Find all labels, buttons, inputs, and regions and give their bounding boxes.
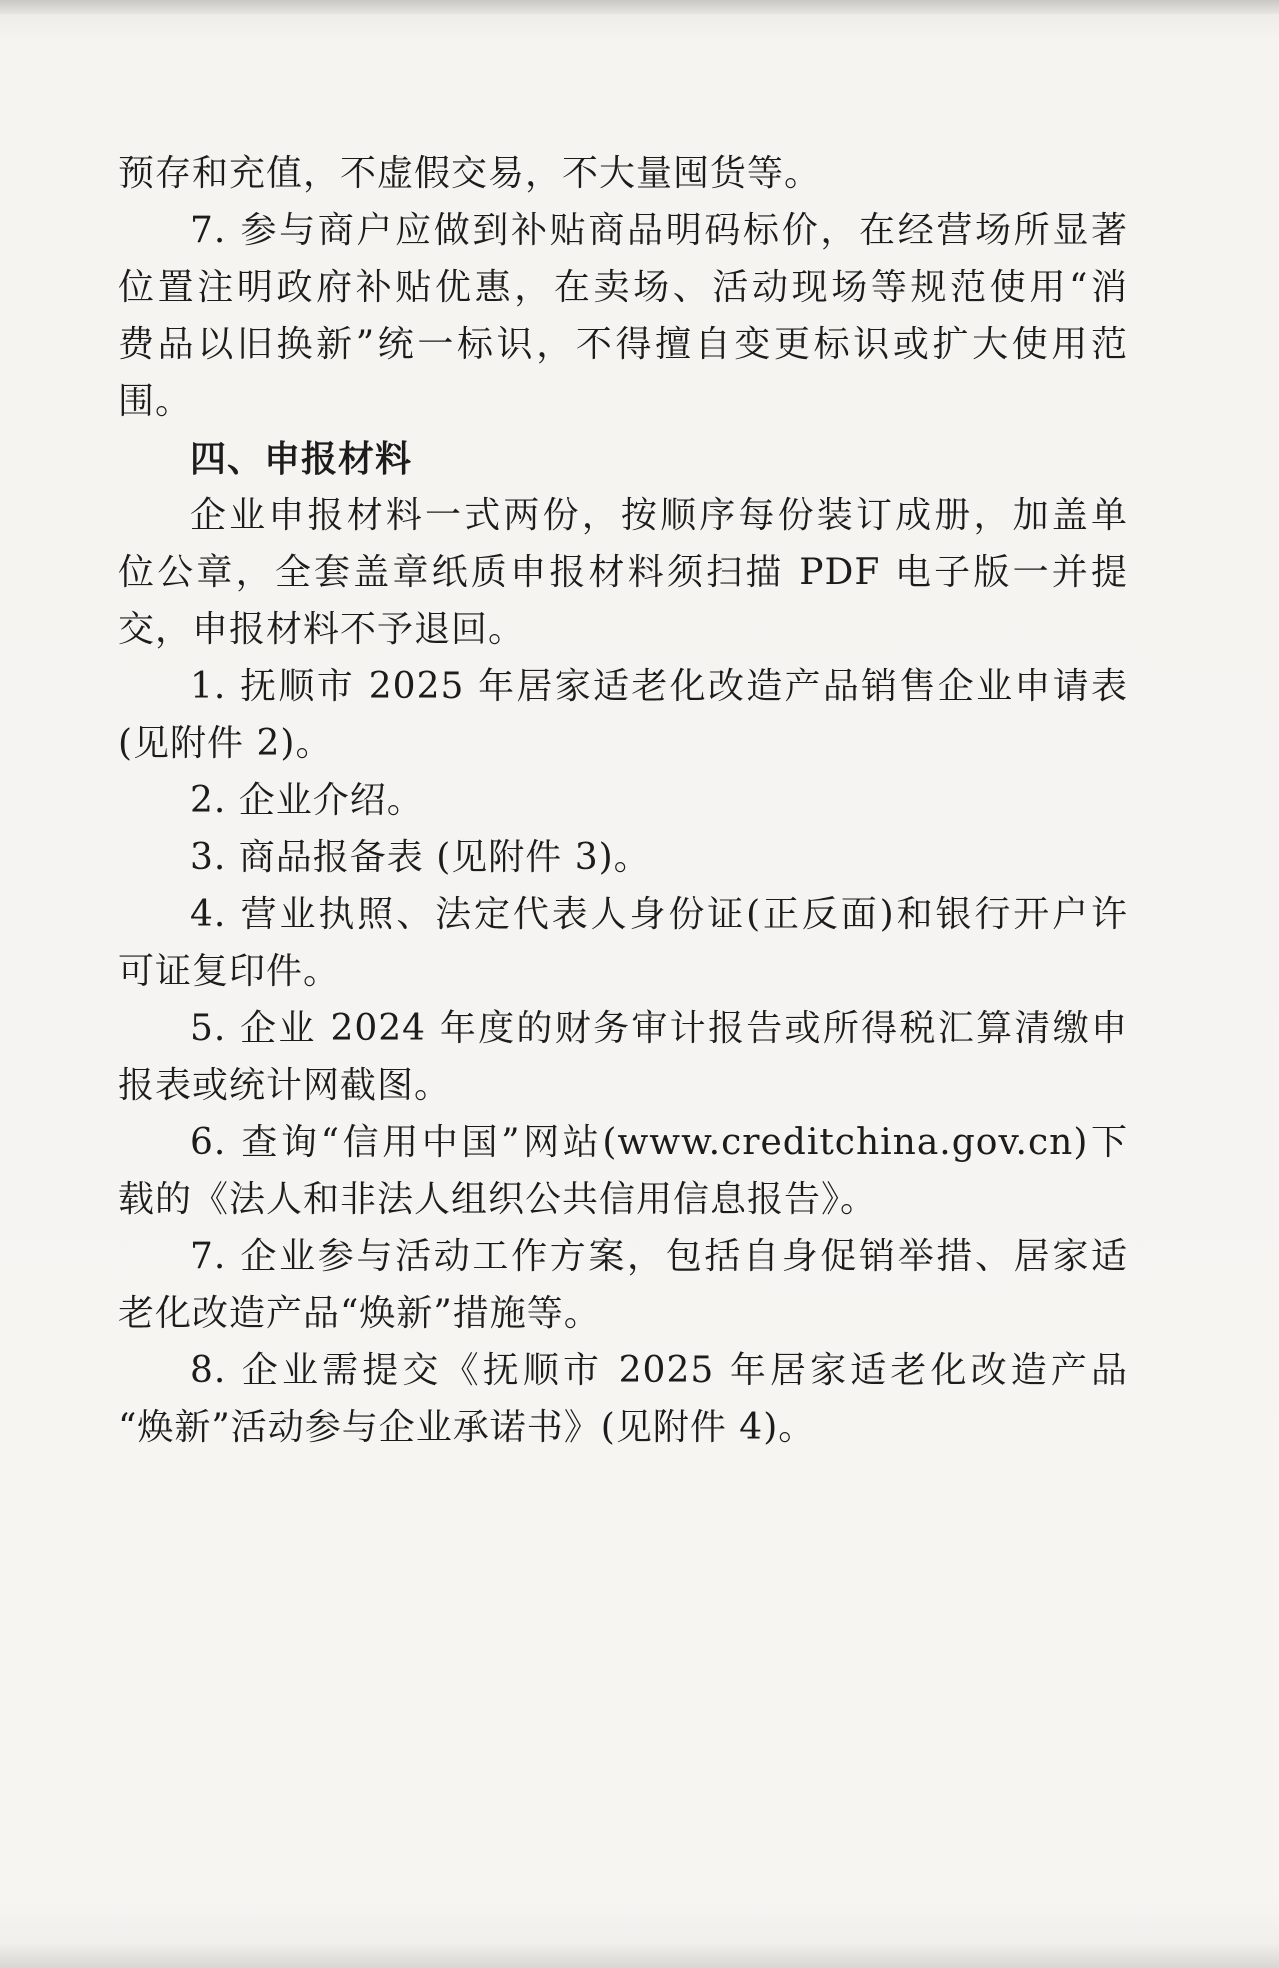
text-line-16: 5. 企业 2024 年度的财务审计报告或所得税汇算清缴申	[190, 1008, 1128, 1049]
text-line-11: (见附件 2)。	[118, 723, 333, 764]
text-line-13: 3. 商品报备表 (见附件 3)。	[190, 837, 651, 878]
scan-top-edge	[0, 0, 1279, 14]
text-line-9: 交，申报材料不予退回。	[118, 609, 526, 650]
text-line-23: “焕新”活动参与企业承诺书》(见附件 4)。	[118, 1407, 816, 1448]
text-line-22: 8. 企业需提交《抚顺市 2025 年居家适老化改造产品	[190, 1350, 1128, 1391]
text-line-10: 1. 抚顺市 2025 年居家适老化改造产品销售企业申请表	[190, 666, 1128, 707]
text-line-3: 位置注明政府补贴优惠，在卖场、活动现场等规范使用“消	[118, 267, 1128, 308]
text-line-5: 围。	[118, 381, 193, 422]
text-line-20: 7. 企业参与活动工作方案，包括自身促销举措、居家适	[190, 1236, 1128, 1277]
section-heading: 四、申报材料	[190, 438, 413, 480]
text-line-15: 可证复印件。	[118, 951, 341, 992]
text-line-2: 7. 参与商户应做到补贴商品明码标价，在经营场所显著	[190, 210, 1128, 251]
text-line-17: 报表或统计网截图。	[118, 1065, 452, 1106]
text-line-8: 位公章，全套盖章纸质申报材料须扫描 PDF 电子版一并提	[118, 552, 1128, 593]
text-line-14: 4. 营业执照、法定代表人身份证(正反面)和银行开户许	[190, 894, 1128, 935]
text-line-1: 预存和充值，不虚假交易，不大量囤货等。	[118, 153, 822, 194]
text-line-7: 企业申报材料一式两份，按顺序每份装订成册，加盖单	[190, 495, 1128, 536]
text-line-19: 载的《法人和非法人组织公共信用信息报告》。	[118, 1179, 878, 1220]
text-line-21: 老化改造产品“焕新”措施等。	[118, 1293, 601, 1334]
text-line-12: 2. 企业介绍。	[190, 780, 424, 821]
text-line-18: 6. 查询“信用中国”网站(www.creditchina.gov.cn)下	[190, 1122, 1128, 1163]
scan-bottom-edge	[0, 1942, 1279, 1968]
text-line-4: 费品以旧换新”统一标识，不得擅自变更标识或扩大使用范	[118, 324, 1128, 365]
